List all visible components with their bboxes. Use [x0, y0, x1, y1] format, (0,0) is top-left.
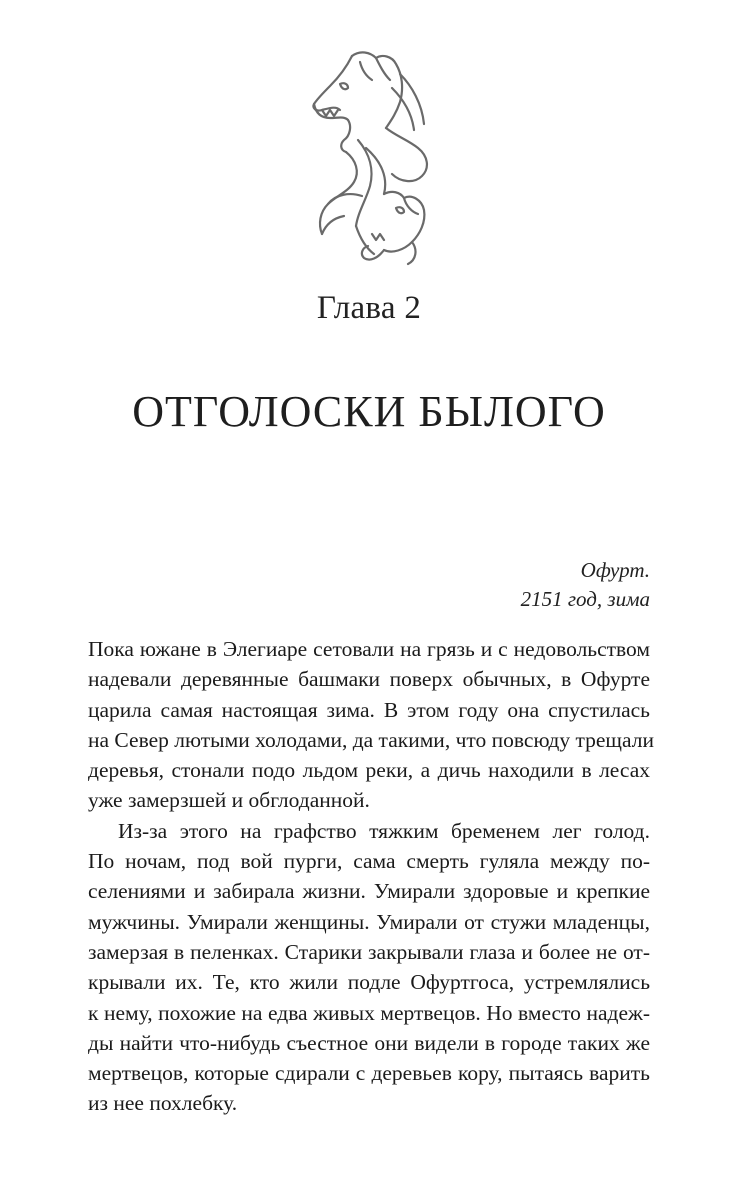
text-line: По ночам, под вой пурги, сама смерть гуляла между по- [88, 849, 650, 874]
text-line: Пока южане в Элегиаре сетовали на грязь и с недовольством [88, 637, 650, 661]
chapter-title: ОТГОЛОСКИ БЫЛОГО [132, 387, 606, 436]
text-line: мертвецов, которые сдирали с деревьев кору, пытаясь варить [88, 1061, 650, 1086]
text-line: Из-за этого на графство тяжким бременем лег голод. [118, 818, 650, 843]
epigraph-date: 2151 год, зима [520, 587, 650, 611]
epigraph [521, 556, 650, 614]
chapter-body [88, 634, 654, 1119]
text-line: ды найти что-нибудь съестное они видели в городе таких же [88, 1030, 650, 1055]
text-line: к нему, похожие на едва живых мертвецов. Но вместо надеж- [88, 1000, 650, 1025]
text-line: крывали их. Те, кто жили подле Офуртгоса, устремлялись [88, 970, 650, 995]
chapter-number: Глава 2 [316, 290, 422, 326]
text-line: царила самая настоящая зима. В этом году она спустилась [88, 697, 650, 722]
paragraph-1 [88, 634, 654, 816]
text-line: надевали деревянные башмаки поверх обычных, в Офурте [88, 667, 650, 692]
text-line: уже замерзшей и обглоданной. [88, 788, 370, 813]
dragon-horse-ornament-icon [300, 44, 440, 274]
text-line: деревья, стонали подо льдом реки, а дичь находили в лесах [88, 758, 650, 783]
text-line: из нее похлебку. [88, 1091, 238, 1116]
epigraph-place: Офурт. [580, 558, 650, 582]
text-line: мужчины. Умирали женщины. Умирали от стужи младенцы, [88, 909, 650, 934]
text-line: селениями и забирала жизни. Умирали здоровые и крепкие [88, 879, 650, 904]
text-line: на Север лютыми холодами, да такими, что повсюду трещали [88, 727, 654, 752]
paragraph-2 [88, 816, 650, 1119]
text-line: замерзая в пеленках. Старики закрывали глаза и более не от- [88, 939, 650, 964]
